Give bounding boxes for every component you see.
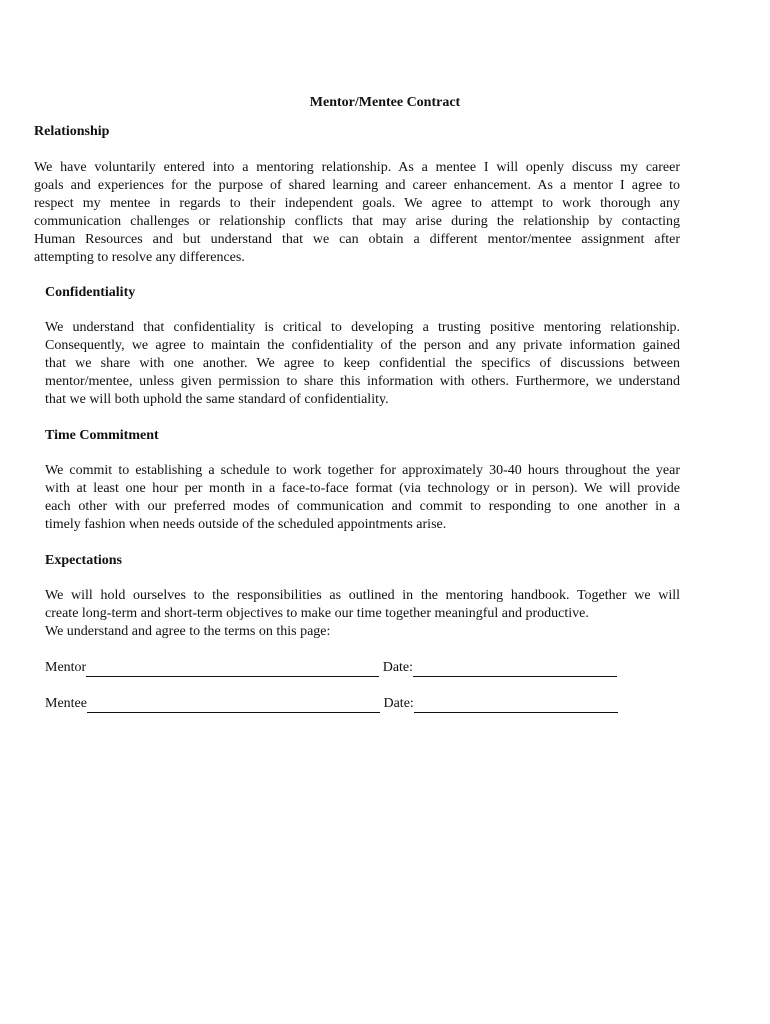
section-body-time-commitment xyxy=(45,462,680,534)
text-line: timely fashion when needs outside of the scheduled appointments arise. xyxy=(45,517,447,532)
section-heading-time-commitment: Time Commitment xyxy=(45,428,159,443)
mentee-signature-row xyxy=(45,695,618,713)
section-heading-relationship: Relationship xyxy=(34,124,110,139)
text-line: create long-term and short-term objectives to make our time together meaningful and productive. xyxy=(45,606,589,621)
text-line: communication challenges or relationship conflicts that may arise during the relationship by contacting xyxy=(34,214,680,229)
mentee-signature-line[interactable] xyxy=(87,698,380,713)
text-line: mentor/mentee, unless given permission to share this information with others. Furthermore, we understand xyxy=(45,374,680,389)
text-line: We understand and agree to the terms on this page: xyxy=(45,624,331,639)
mentor-date-line[interactable] xyxy=(413,662,617,677)
mentor-date-label: Date: xyxy=(382,660,414,675)
text-line: that we will both uphold the same standard of confidentiality. xyxy=(45,392,389,407)
mentee-date-line[interactable] xyxy=(414,698,618,713)
text-line: each other with our preferred modes of communication and commit to responding to one another in a xyxy=(45,499,680,514)
text-line: We understand that confidentiality is critical to developing a trusting positive mentoring relationship. xyxy=(45,320,680,335)
text-line: We will hold ourselves to the responsibilities as outlined in the mentoring handbook. Together we will xyxy=(45,588,680,603)
section-heading-confidentiality: Confidentiality xyxy=(45,285,136,300)
text-line: attempting to resolve any differences. xyxy=(34,250,245,265)
text-line: Consequently, we agree to maintain the confidentiality of the person and any private information gained xyxy=(45,338,680,353)
text-line: with at least one hour per month in a face-to-face format (via technology or in person). We will provide xyxy=(45,481,680,496)
mentor-signature-line[interactable] xyxy=(86,662,379,677)
mentee-date-label: Date: xyxy=(383,696,414,711)
text-line: We have voluntarily entered into a mentoring relationship. As a mentee I will openly discuss my career xyxy=(34,160,680,175)
section-heading-expectations: Expectations xyxy=(45,553,122,568)
section-body-expectations xyxy=(45,587,680,641)
mentee-label: Mentee xyxy=(45,696,87,711)
text-line: Human Resources and but understand that we can obtain a different mentor/mentee assignment after xyxy=(34,232,680,247)
text-line: goals and experiences for the purpose of shared learning and career enhancement. As a mentor I agree to xyxy=(34,178,680,193)
mentor-label: Mentor xyxy=(45,660,87,675)
text-line: respect my mentee in regards to their independent goals. We agree to attempt to work thorough any xyxy=(34,196,680,211)
text-line: that we share with one another. We agree to keep confidential the specifics of discussions between xyxy=(45,356,680,371)
document-title: Mentor/Mentee Contract xyxy=(309,95,461,110)
section-body-confidentiality xyxy=(45,319,680,409)
mentor-signature-row xyxy=(45,659,617,677)
text-line: We commit to establishing a schedule to work together for approximately 30-40 hours throughout the year xyxy=(45,463,680,478)
section-body-relationship xyxy=(34,159,680,267)
